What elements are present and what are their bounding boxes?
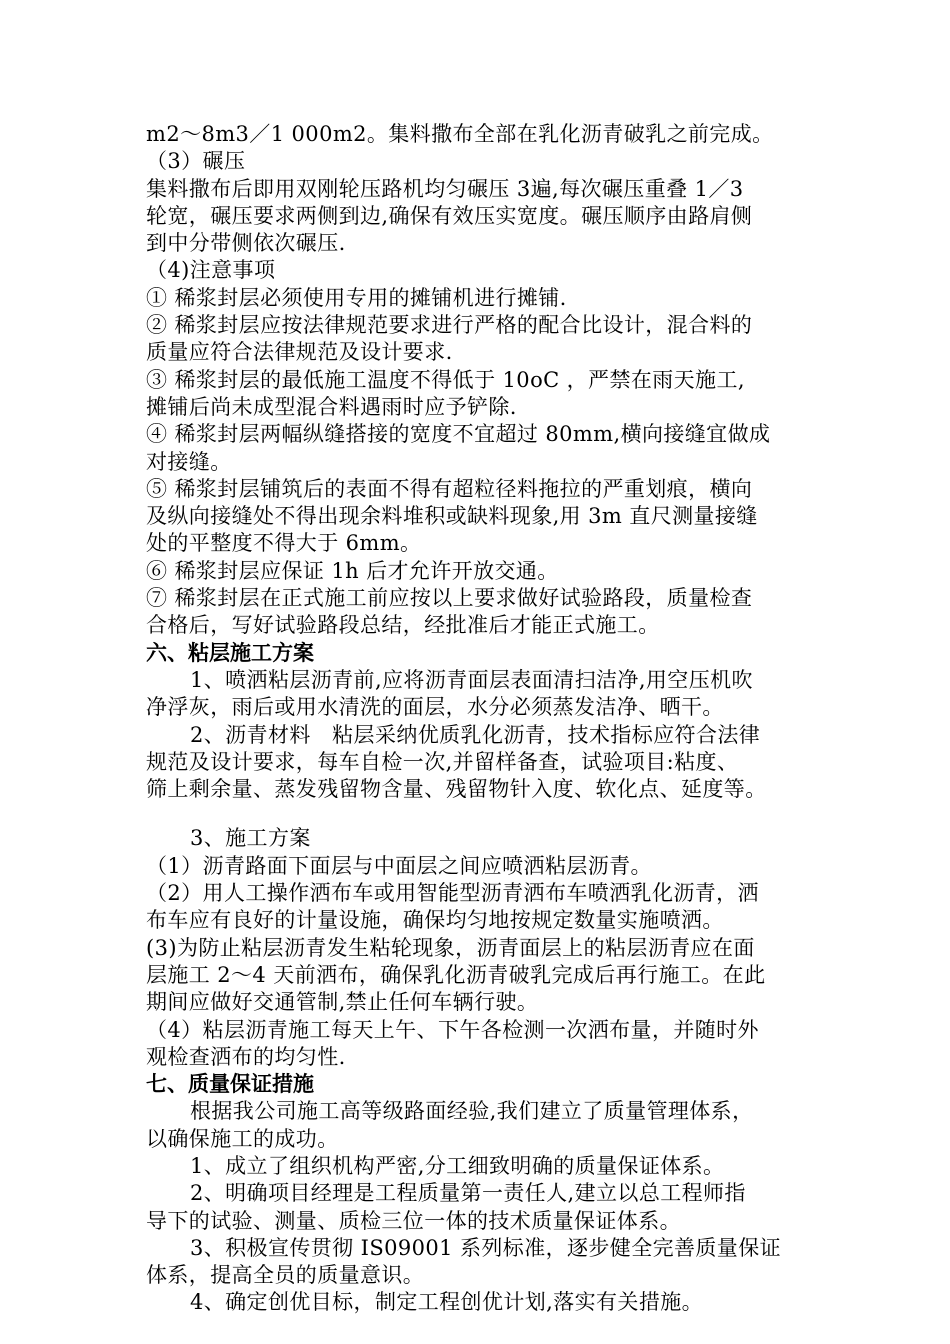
text-line: （1）沥青路面下面层与中面层之间应喷洒粘层沥青。	[146, 853, 652, 878]
text-line: 规范及设计要求，每车自检一次,并留样备查，试验项目:粘度、	[146, 749, 739, 774]
text-line: 期间应做好交通管制,禁止任何车辆行驶。	[146, 990, 539, 1015]
text-line: 体系，提高全员的质量意识。	[146, 1263, 425, 1288]
text-line: 到中分带侧依次碾压.	[146, 231, 346, 256]
text-line: 及纵向接缝处不得出现余料堆积或缺料现象,用 3m 直尺测量接缝	[146, 504, 758, 529]
text-line: 以确保施工的成功。	[146, 1126, 339, 1151]
text-line: 1、成立了组织机构严密,分工细致明确的质量保证体系。	[190, 1153, 725, 1178]
subheading-construction-plan: 3、施工方案	[190, 826, 311, 851]
text-line: 对接缝。	[146, 449, 232, 474]
text-line: 轮宽，碾压要求两侧到边,确保有效压实宽度。碾压顺序由路肩侧	[146, 203, 753, 228]
text-line: m2～8m3／1 000m2。集料撒布全部在乳化沥青破乳之前完成。	[146, 122, 774, 146]
subheading-notes: （4)注意事项	[146, 258, 276, 283]
text-line: 2、明确项目经理是工程质量第一责任人,建立以总工程师指	[190, 1181, 746, 1206]
text-line: 集料撒布后即用双刚轮压路机均匀碾压 3遍,每次碾压重叠 1／3	[146, 176, 744, 201]
text-line: ⑤ 稀浆封层铺筑后的表面不得有超粒径料拖拉的严重划痕，横向	[146, 476, 753, 501]
text-line: 摊铺后尚未成型混合料遇雨时应予铲除.	[146, 394, 517, 419]
text-line: 净浮灰，雨后或用水清洗的面层，水分必须蒸发洁净、晒干。	[146, 695, 724, 720]
subheading-rolling: （3）碾压	[146, 149, 246, 174]
text-line: 4、确定创优目标，制定工程创优计划,落实有关措施。	[190, 1290, 704, 1315]
text-line: 处的平整度不得大于 6mm。	[146, 531, 422, 556]
text-line: 观检查洒布的均匀性.	[146, 1044, 346, 1069]
text-line: （2）用人工操作洒布车或用智能型沥青洒布车喷洒乳化沥青，洒	[146, 881, 759, 906]
text-line: 合格后，写好试验路段总结，经批准后才能正式施工。	[146, 613, 660, 638]
text-line: 根据我公司施工高等级路面经验,我们建立了质量管理体系，	[190, 1099, 754, 1124]
text-line: ⑦ 稀浆封层在正式施工前应按以上要求做好试验路段，质量检查	[146, 586, 753, 611]
text-line: ① 稀浆封层必须使用专用的摊铺机进行摊铺.	[146, 285, 567, 310]
text-line: ⑥ 稀浆封层应保证 1h 后才允许开放交通。	[146, 558, 559, 583]
text-line: 层施工 2～4 天前洒布，确保乳化沥青破乳完成后再行施工。在此	[146, 962, 766, 987]
text-line: (3)为防止粘层沥青发生粘轮现象，沥青面层上的粘层沥青应在面	[146, 935, 755, 960]
text-line: ② 稀浆封层应按法律规范要求进行严格的配合比设计，混合料的	[146, 313, 753, 338]
text-line: 导下的试验、测量、质检三位一体的技术质量保证体系。	[146, 1208, 681, 1233]
text-line: （4）粘层沥青施工每天上午、下午各检测一次洒布量，并随时外	[146, 1017, 759, 1042]
text-line: 1、喷洒粘层沥青前,应将沥青面层表面清扫洁净,用空压机吹	[190, 667, 753, 692]
text-line: 筛上剩余量、蒸发残留物含量、残留物针入度、软化点、延度等。	[146, 777, 767, 802]
section-heading-six: 六、粘层施工方案	[146, 640, 314, 665]
text-line: 布车应有良好的计量设施，确保均匀地按规定数量实施喷洒。	[146, 908, 724, 933]
text-line: 质量应符合法律规范及设计要求.	[146, 340, 453, 365]
text-line: ④ 稀浆封层两幅纵缝搭接的宽度不宜超过 80mm,横向接缝宜做成	[146, 422, 771, 447]
text-line: 2、沥青材料 粘层采纳优质乳化沥青，技术指标应符合法律	[190, 722, 761, 747]
text-line: 3、积极宣传贯彻 IS09001 系列标准，逐步健全完善质量保证	[190, 1235, 781, 1260]
blank-line	[146, 803, 806, 825]
text-line: ③ 稀浆封层的最低施工温度不得低于 10oC ，严禁在雨天施工,	[146, 367, 745, 392]
section-heading-seven: 七、质量保证措施	[146, 1072, 314, 1097]
document-page	[146, 121, 806, 1317]
